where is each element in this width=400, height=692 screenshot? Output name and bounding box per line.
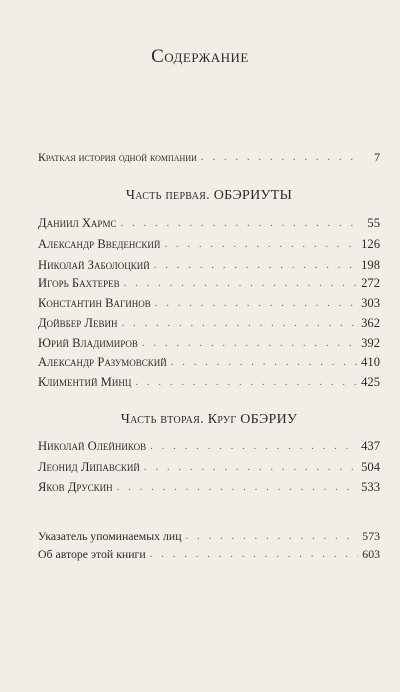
part-one-title: Часть первая. ОБЭРИУТЫ <box>125 188 293 203</box>
toc-entry-title: Краткая история одной компании <box>38 150 197 164</box>
dot-leader <box>201 148 358 166</box>
toc-entry-title: Николай Олейников <box>38 439 147 453</box>
toc-entry <box>38 353 380 371</box>
toc-entry-title: Указатель упоминаемых лиц <box>38 529 182 543</box>
part-two-title: Часть вторая. Круг ОБЭРИУ <box>120 412 298 427</box>
toc-entry-page: 7 <box>374 150 380 164</box>
toc-entry-page: 362 <box>361 316 380 330</box>
dot-leader <box>121 314 357 332</box>
toc-entry-intro <box>38 148 380 166</box>
toc-entry-page: 198 <box>361 258 380 272</box>
dot-leader <box>135 373 357 391</box>
toc-entry-page: 437 <box>361 439 380 453</box>
dot-leader <box>150 437 357 455</box>
toc-entry-page: 603 <box>362 547 380 561</box>
dot-leader <box>142 334 357 352</box>
dot-leader <box>164 235 357 253</box>
toc-entry-page: 425 <box>361 375 380 389</box>
dot-leader <box>124 274 357 292</box>
toc-entry-index <box>38 527 380 545</box>
toc-entry <box>38 214 380 232</box>
toc-entry <box>38 478 380 496</box>
toc-entry <box>38 373 380 391</box>
toc-entry-title: Яков Друскин <box>38 480 113 494</box>
toc-entry-title: Николай Заболоцкий <box>38 258 150 272</box>
toc-entry <box>38 458 380 476</box>
toc-entry-page: 392 <box>361 336 380 350</box>
toc-entry-page: 126 <box>361 237 380 251</box>
dot-leader <box>120 214 358 232</box>
toc-entry-page: 272 <box>361 276 380 290</box>
toc-entry-page: 303 <box>361 296 380 310</box>
dot-leader <box>144 458 357 476</box>
dot-leader <box>150 545 358 563</box>
toc-entry-title: Об авторе этой книги <box>38 547 146 561</box>
toc-entry-about-author <box>38 545 380 563</box>
dot-leader <box>171 353 357 371</box>
dot-leader <box>155 294 357 312</box>
toc-entry <box>38 437 380 455</box>
toc-entry <box>38 314 380 332</box>
toc-entry-page: 410 <box>361 355 380 369</box>
dot-leader <box>186 527 358 545</box>
toc-entry-page: 504 <box>361 460 380 474</box>
dot-leader <box>117 478 358 496</box>
toc-entry <box>38 294 380 312</box>
toc-entry-page: 573 <box>362 529 380 543</box>
toc-entry-title: Дойвбер Левин <box>38 316 118 330</box>
toc-entry-title: Константин Вагинов <box>38 296 151 310</box>
toc-entry-title: Леонид Липавский <box>38 460 140 474</box>
dot-leader <box>154 256 357 274</box>
toc-entry <box>38 274 380 292</box>
toc-entry-title: Александр Введенский <box>38 237 161 251</box>
toc-entry <box>38 334 380 352</box>
toc-entry-title: Климентий Минц <box>38 375 132 389</box>
toc-entry <box>38 256 380 274</box>
toc-entry-page: 533 <box>361 480 380 494</box>
toc-entry-page: 55 <box>367 216 380 230</box>
toc-entry <box>38 235 380 253</box>
toc-entry-title: Игорь Бахтерев <box>38 276 120 290</box>
toc-entry-title: Юрий Владимиров <box>38 336 138 350</box>
toc-heading: Содержание <box>151 46 249 67</box>
toc-entry-title: Даниил Хармс <box>38 216 117 230</box>
toc-entry-title: Александр Разумовский <box>38 355 167 369</box>
